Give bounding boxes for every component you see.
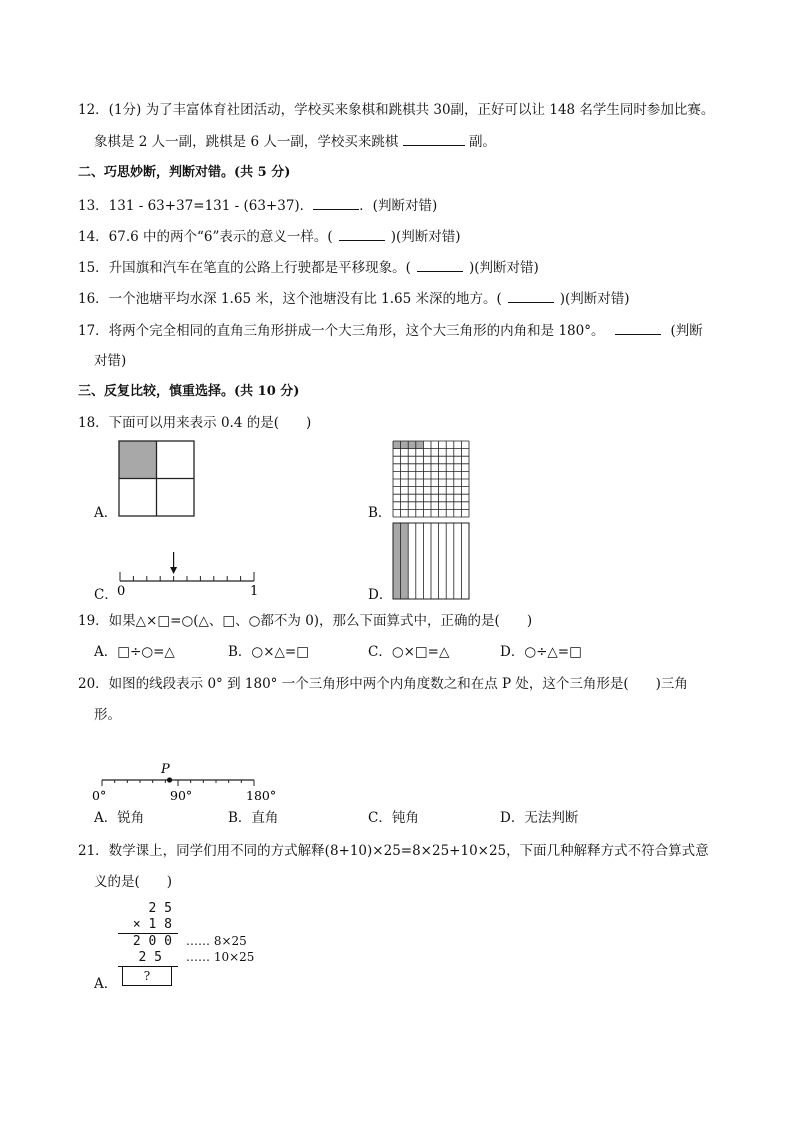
q20-option-d[interactable]: D．无法判断 [500,810,579,826]
q12-line2 [94,131,754,152]
q21-stem-line1: 21．数学课上，同学们用不同的方式解释(8+10)×25=8×25+10×25，下面几种解释方式不符合算式意 [78,843,709,859]
q14-text: 14．67.6 中的两个“6”表示的意义一样。( [78,229,333,245]
q14-answer-blank[interactable] [339,226,385,241]
q17-suffix: (判断 [670,323,703,339]
q13-suffix: ．(判断对错) [359,198,438,214]
q20-stem-line2: 形。 [94,707,121,723]
q18-option-a-label[interactable]: A． [94,505,118,521]
shaded-quarter [119,441,156,478]
point-p [167,777,172,782]
tick-label-0: 0° [92,788,107,803]
q18-option-b-grid [392,440,470,518]
q18-option-d-strips [392,522,470,600]
q15-text: 15．升国旗和汽车在笔直的公路上行驶都是平移现象。( [78,260,411,276]
q15-answer-blank[interactable] [417,257,463,272]
point-p-label: P [161,762,170,777]
q14-suffix: )(判断对错) [390,229,461,245]
q19-option-a[interactable]: A．□÷○=△ [94,644,175,660]
q12-text: 象棋是 2 人一副，跳棋是 6 人一副，学校买来跳棋 [94,134,399,150]
q21-note-2: …… 10×25 [186,950,255,964]
shaded-cell [416,441,424,449]
partial-product-2: 2 5 [118,950,178,967]
q20-angle-line [90,756,280,806]
tick-label-180: 180° [246,788,277,803]
q16 [78,288,754,309]
shaded-cell [393,441,401,449]
tick-label-90: 90° [170,788,193,803]
q16-suffix: )(判断对错) [559,291,630,307]
q17-text: 17．将两个完全相同的直角三角形拼成一个大三角形，这个大三角形的内角和是 180°。 [78,323,605,339]
partial-product-1: 2 0 0 [132,934,172,949]
q18-option-c-number-line [112,548,262,598]
q14 [78,226,754,247]
q20-stem-line1: 20．如图的线段表示 0° 到 180° 一个三角形中两个内角度数之和在点 P 处，这个三角形是( )三角 [78,676,688,692]
q18-stem: 18．下面可以用来表示 0.4 的是( ) [78,415,312,431]
q12-answer-blank[interactable] [403,131,465,146]
q16-text: 16．一个池塘平均水深 1.65 米，这个池塘没有比 1.65 米深的地方。( [78,291,502,307]
shaded-strip [401,523,409,599]
q19-stem: 19．如果△×□=○(△、□、○都不为 0)，那么下面算式中，正确的是( ) [78,613,533,629]
shaded-strip [393,523,401,599]
q13-answer-blank[interactable] [313,195,359,210]
section-3-title: 三、反复比较，慎重选择。(共 10 分) [78,384,300,399]
q12-unit: 副。 [468,134,496,150]
q19-option-b[interactable]: B．○×△=□ [228,644,309,660]
q15 [78,257,754,278]
q18-option-b-label[interactable]: B． [368,505,392,521]
q17-answer-blank[interactable] [615,320,661,335]
q21-stem-line2: 义的是( ) [94,874,173,890]
multiplicand: 2 5 [148,901,172,916]
q12-line1: 12．(1分) 为了丰富体育社团活动，学校买来象棋和跳棋共 30副，正好可以让 148 名学生同时参加比赛。 [78,102,715,118]
q20-option-b[interactable]: B．直角 [228,810,279,826]
q15-suffix: )(判断对错) [468,260,539,276]
shaded-cell [401,441,409,449]
q17-line2: 对错) [94,353,127,369]
q19-option-d[interactable]: D．○÷△=□ [500,644,582,660]
number-line-start-label: 0 [117,584,126,598]
section-2-title: 二、巧思妙断，判断对错。(共 5 分) [78,165,291,180]
q18-option-c-label[interactable]: C． [94,587,118,603]
multiplier: × 1 8 [118,917,178,934]
q21-result-box: ? [122,966,172,986]
q17 [78,320,754,341]
number-line-end-label: 1 [250,584,259,598]
q21-vertical-multiplication [118,901,178,967]
q21-note-1: …… 8×25 [186,934,247,948]
q18-option-d-label[interactable]: D． [368,587,393,603]
q21-option-a-label[interactable]: A． [94,976,118,992]
q16-answer-blank[interactable] [508,288,554,303]
q20-option-c[interactable]: C．钝角 [368,810,419,826]
arrow-head [170,567,177,574]
q20-option-a[interactable]: A．锐角 [94,810,145,826]
q13 [78,195,754,216]
q13-text: 13．131 - 63+37=131 - (63+37)． [78,198,314,214]
q18-option-a-square [118,440,196,518]
q19-option-c[interactable]: C．○×□=△ [368,644,450,660]
shaded-cell [408,441,416,449]
